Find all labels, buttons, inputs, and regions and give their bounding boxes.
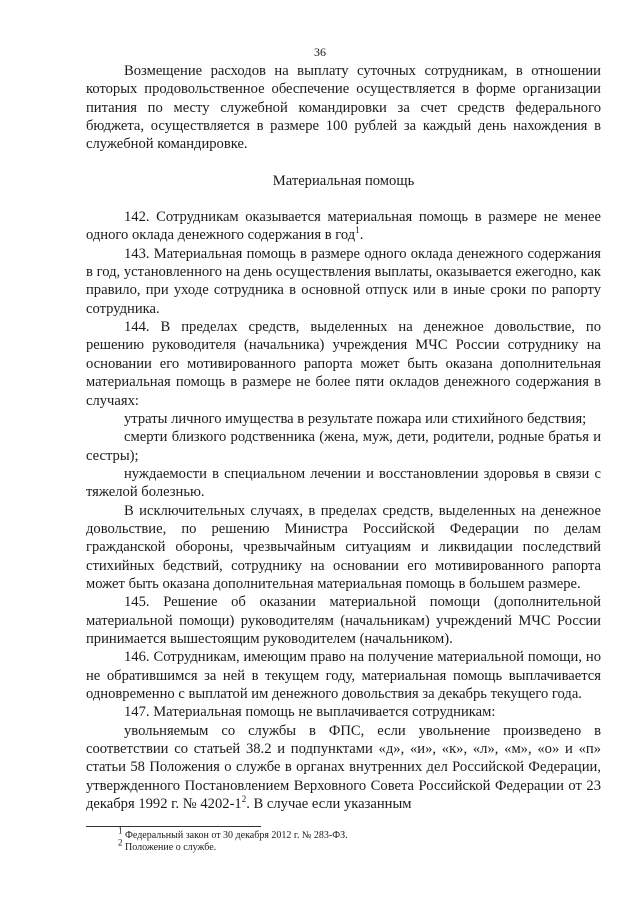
footnote-1-marker: 1: [118, 825, 123, 836]
paragraph-143: 143. Материальная помощь в размере одного оклада денежного содержания в год, установленного на день осуществления выплаты, оказывается ежегодно, как правило, при уходе сотрудника в основной отпуск или в иные сроки по рапорту сотрудника.: [86, 245, 601, 317]
paragraph-144: 144. В пределах средств, выделенных на денежное довольствие, по решению руководителя (начальника) учреждения МЧС России сотруднику на основании его мотивированного рапорта может быть оказана дополнительная материальная помощь в размере не более пяти окладов денежного содержания в случаях:: [86, 319, 601, 409]
footnote-ref-2: 2: [241, 794, 247, 805]
case-medical-treatment: нуждаемости в специальном лечении и восстановлении здоровья в связи с тяжелой болезнью.: [86, 465, 601, 501]
page-number: 36: [314, 45, 326, 59]
paragraph-145: 145. Решение об оказании материальной помощи (дополнительной материальной помощи) руководителям (начальникам) учреждений МЧС России принимается вышестоящим руководителем (начальником).: [86, 594, 601, 647]
paragraph-147-dismissal: [86, 722, 601, 814]
paragraph-146: 146. Сотрудникам, имеющим право на получение материальной помощи, но не обратившимся за ней в текущем году, материальная помощь выплачивается одновременно с выплатой им денежного довольствия за декабрь текущего года.: [86, 649, 601, 702]
footnote-2-text: Положение о службе.: [125, 842, 217, 853]
footnote-divider: [86, 826, 261, 827]
footnote-2: [118, 837, 348, 854]
footnote-2-marker: 2: [118, 837, 123, 848]
paragraph-142: [86, 208, 601, 245]
footnote-ref-1: 1: [355, 225, 360, 236]
case-relative-death: смерти близкого родственника (жена, муж, дети, родители, родные братья и сестры);: [86, 429, 601, 464]
footnotes: [118, 825, 348, 854]
footnote-1-text: Федеральный закон от 30 декабря 2012 г. № 283-ФЗ.: [125, 830, 348, 841]
document-body: [86, 62, 601, 813]
paragraph-142-text: 142. Сотрудникам оказывается материальная помощь в размере не менее одного оклада денежного содержания в год: [86, 209, 601, 244]
exceptional-cases-paragraph: В исключительных случаях, в пределах средств, выделенных на денежное довольствие, по решению Министра Российской Федерации по делам гражданской обороны, чрезвычайным ситуациям и ликвидации последствий стихийных бедствий, сотруднику на основании его мотивированного рапорта может быть оказана дополнительная материальная помощь в большем размере.: [86, 502, 601, 592]
footnote-1: [118, 825, 348, 842]
section-title: Материальная помощь: [272, 172, 415, 189]
paragraph-147-dismissal-tail: . В случае если указанным: [246, 796, 412, 813]
paragraph-142-tail: .: [359, 227, 364, 244]
case-property-loss: утраты личного имущества в результате пожара или стихийного бедствия;: [124, 410, 587, 427]
paragraph-147: 147. Материальная помощь не выплачивается сотрудникам:: [124, 704, 496, 721]
paragraph-147-dismissal-text: увольняемым со службы в ФПС, если увольнение произведено в соответствии со статьей 38.2 и подпунктами «д», «и», «к», «л», «м», «о» и «п» статьи 58 Положения о службе в органах внутренних дел Российской Федерации, утвержденного Постановлением Верховного Совета Российской Федерации от 23 декабря 1992 г. № 4202-1: [86, 722, 601, 813]
intro-paragraph: Возмещение расходов на выплату суточных сотрудникам, в отношении которых продовольственное обеспечение осуществляется в форме организации питания по месту служебной командировки за счет средств федерального бюджета, осуществляется в размере 100 рублей за каждый день нахождения в служебной командировке.: [86, 63, 601, 153]
